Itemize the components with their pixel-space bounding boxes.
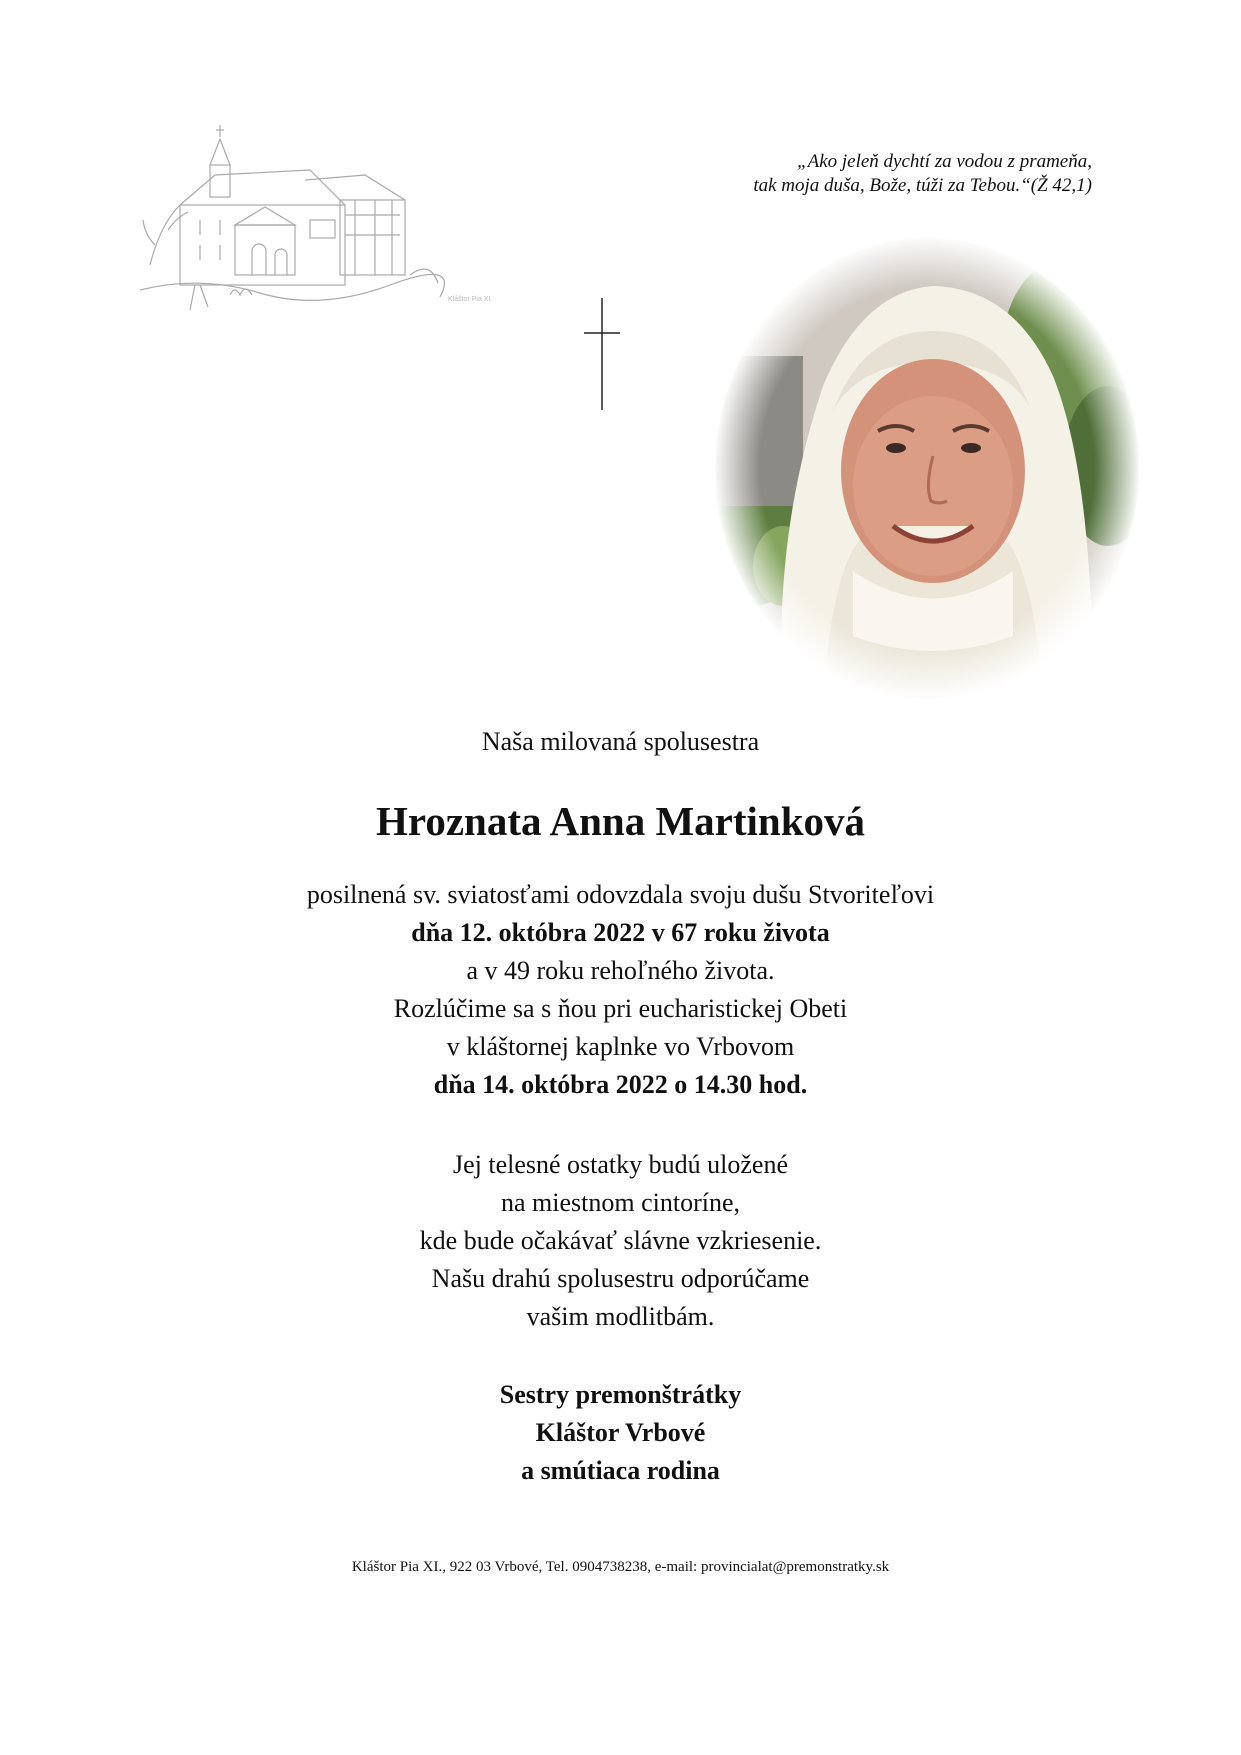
signature-line: a smútiaca rodina xyxy=(521,1456,720,1485)
notice-line: Rozlúčime sa s ňou pri eucharistickej Obeti xyxy=(393,994,848,1023)
funeral-date-line: dňa 14. októbra 2022 o 14.30 hod. xyxy=(433,1070,808,1099)
cross-icon xyxy=(582,298,622,410)
portrait-photo xyxy=(713,236,1141,701)
monastery-drawing xyxy=(140,125,520,310)
notice-line: na miestnom cintoríne, xyxy=(500,1188,740,1217)
notice-line: Jej telesné ostatky budú uložené xyxy=(452,1150,789,1179)
notice-line: v kláštornej kaplnke vo Vrbovom xyxy=(446,1032,795,1061)
notice-line: a v 49 roku rehoľného života. xyxy=(466,956,775,985)
notice-line: kde bude očakávať slávne vzkriesenie. xyxy=(419,1226,822,1255)
signature-line: Kláštor Vrbové xyxy=(535,1418,706,1447)
death-date-line: dňa 12. októbra 2022 v 67 roku života xyxy=(411,918,830,947)
quote-line: tak moja duša, Bože, túži za Tebou.“(Ž 42,1) xyxy=(753,175,1092,196)
notice-line: Našu drahú spolusestru odporúčame xyxy=(431,1264,810,1293)
contact-footer: Kláštor Pia XI., 922 03 Vrbové, Tel. 0904738238, e-mail: provincialat@premonstratky.sk xyxy=(351,1559,890,1575)
notice-line: vašim modlitbám. xyxy=(526,1302,715,1331)
notice-line: posilnená sv. sviatosťami odovzdala svoju dušu Stvoriteľovi xyxy=(306,880,935,909)
death-notice-paragraph xyxy=(160,876,1081,1104)
notice-intro: Naša milovaná spolusestra xyxy=(481,727,760,756)
drawing-caption: Kláštor Pia XI. xyxy=(448,296,493,303)
psalm-quote xyxy=(660,150,1092,198)
quote-line: „Ako jeleň dychtí za vodou z prameňa, xyxy=(797,151,1092,172)
signature-block xyxy=(160,1376,1081,1490)
deceased-name: Hroznata Anna Martinková xyxy=(376,798,865,844)
burial-paragraph xyxy=(160,1146,1081,1336)
signature-line: Sestry premonštrátky xyxy=(499,1380,742,1409)
